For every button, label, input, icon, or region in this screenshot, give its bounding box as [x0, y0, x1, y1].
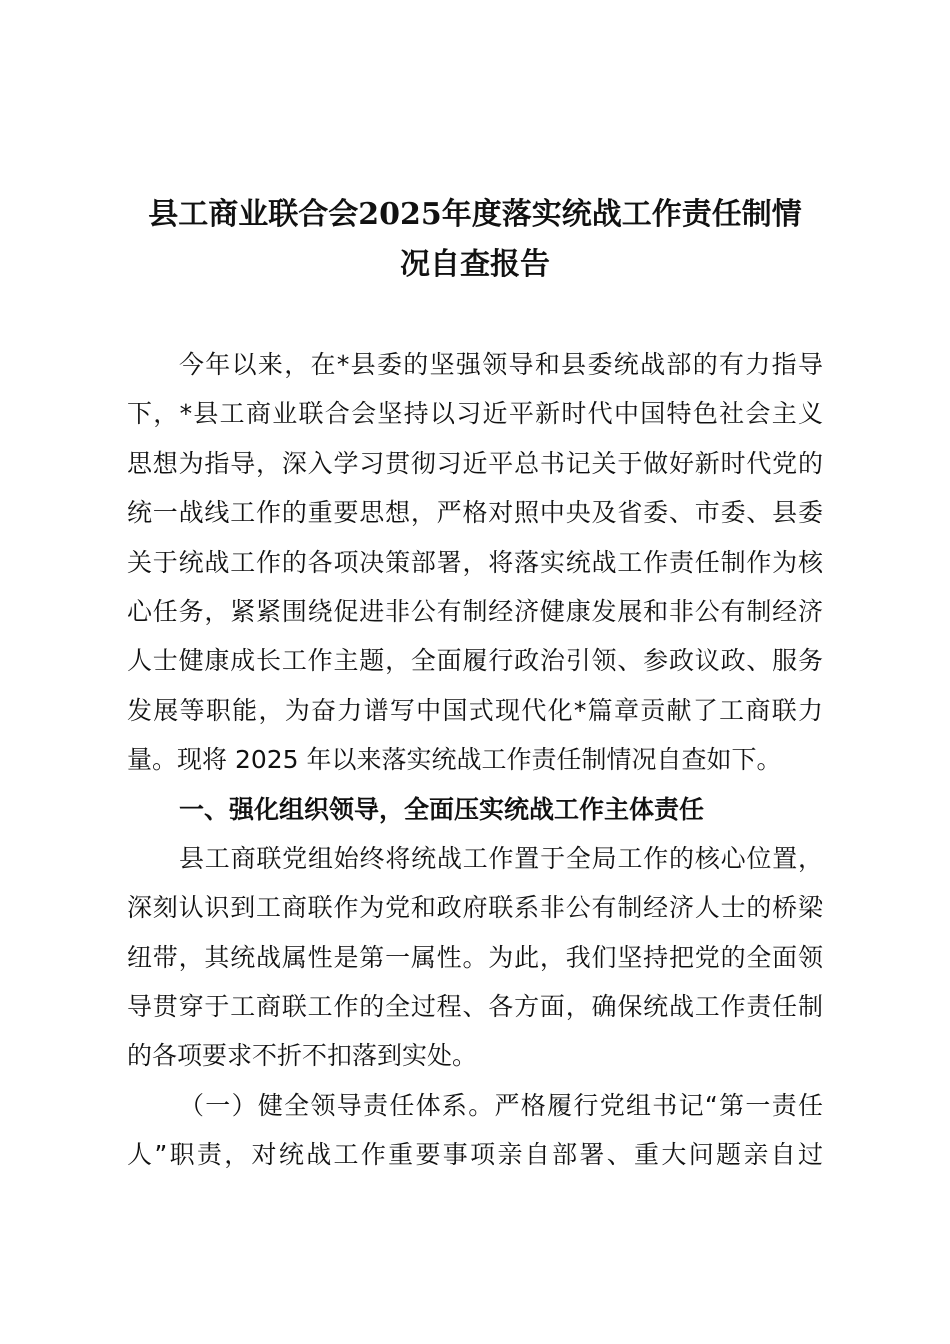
text-line: 县工商联党组始终将统战工作置于全局工作的核心位置，: [179, 843, 823, 873]
title-line-1: 县工商业联合会2025年度落实统战工作责任制情: [148, 197, 802, 232]
text-line: 思想为指导，深入学习贯彻习近平总书记关于做好新时代党的: [127, 448, 823, 478]
text-line: 关于统战工作的各项决策部署，将落实统战工作责任制作为核: [127, 547, 823, 577]
text-line: （一）健全领导责任体系。严格履行党组书记“第一责任: [179, 1090, 823, 1120]
paragraph: [127, 834, 823, 1081]
text-line: 量。现将 2025 年以来落实统战工作责任制情况自查如下。: [127, 745, 782, 775]
text-line: 的各项要求不折不扣落到实处。: [127, 1041, 478, 1071]
text-line: 导贯穿于工商联工作的全过程、各方面，确保统战工作责任制: [127, 992, 823, 1022]
text-line: 心任务，紧紧围绕促进非公有制经济健康发展和非公有制经济: [127, 596, 823, 626]
text-line: 深刻认识到工商联作为党和政府联系非公有制经济人士的桥梁: [127, 893, 823, 923]
text-line: 一、强化组织领导，全面压实统战工作主体责任: [179, 794, 705, 824]
text-line: 下，*县工商业联合会坚持以习近平新时代中国特色社会主义: [127, 399, 823, 429]
title-line-2: 况自查报告: [400, 247, 550, 282]
text-line: 人”职责，对统战工作重要事项亲自部署、重大问题亲自过: [127, 1140, 823, 1170]
text-line: 发展等职能，为奋力谱写中国式现代化*篇章贡献了工商联力: [127, 695, 823, 725]
section-heading: [127, 785, 823, 834]
paragraph: [127, 340, 823, 785]
text-line: 统一战线工作的重要思想，严格对照中央及省委、市委、县委: [127, 498, 823, 528]
text-line: 人士健康成长工作主题，全面履行政治引领、参政议政、服务: [127, 646, 823, 676]
text-line: 纽带，其统战属性是第一属性。为此，我们坚持把党的全面领: [127, 942, 823, 972]
text-line: 今年以来，在*县委的坚强领导和县委统战部的有力指导: [179, 350, 823, 379]
document-body: [127, 340, 823, 1180]
paragraph: [127, 1081, 823, 1180]
